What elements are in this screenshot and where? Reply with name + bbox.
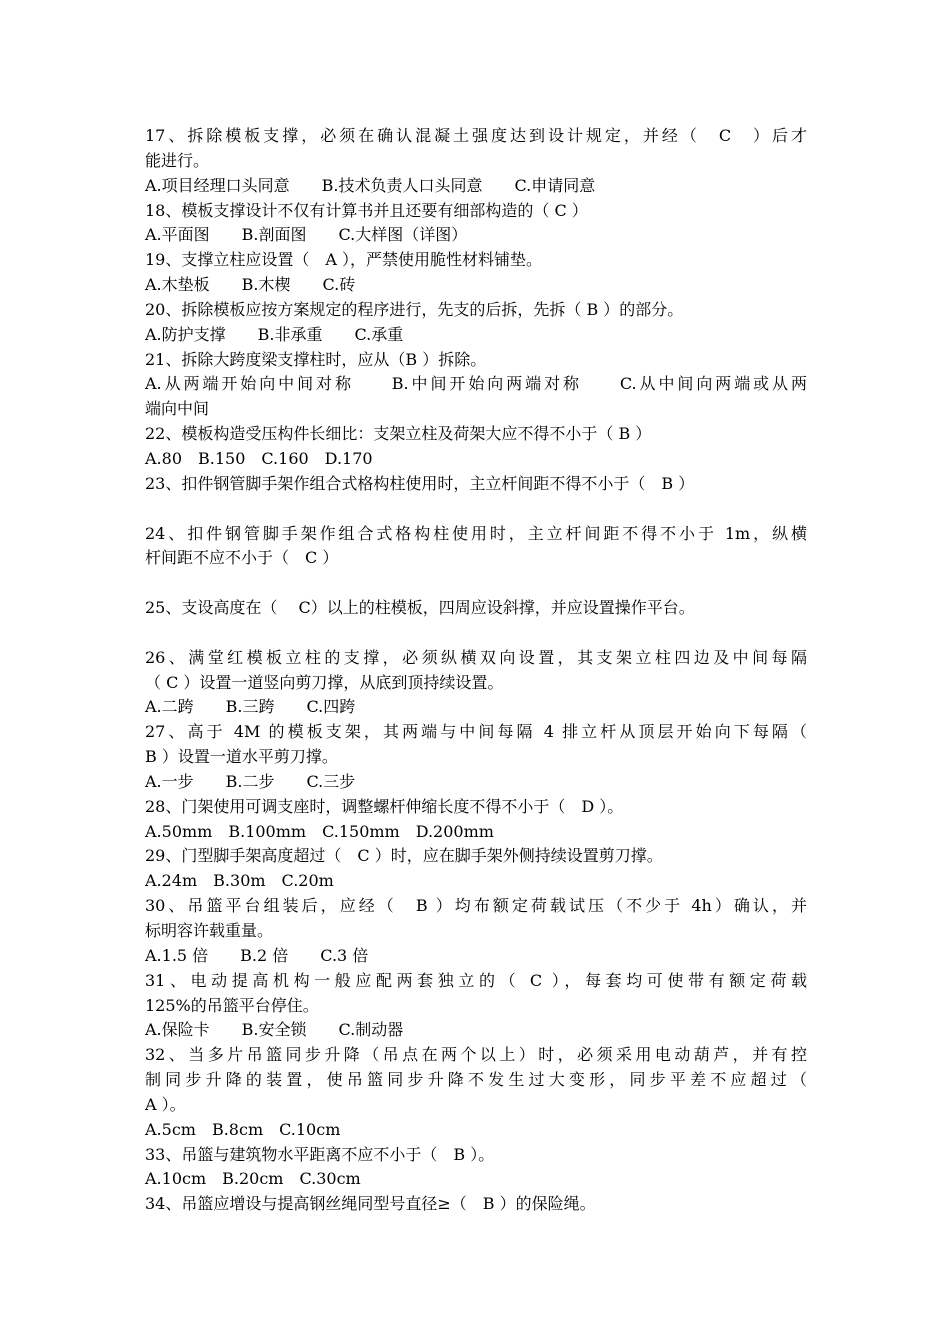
text-line: B ）设置一道水平剪刀撑。: [145, 747, 338, 767]
text-line: 24、扣件钢管脚手架作组合式格构柱使用时，主立杆间距不得不小于 1m，纵横: [145, 523, 807, 543]
text-line: 32、当多片吊篮同步升降（吊点在两个以上）时，必须采用电动葫芦，并有控: [145, 1045, 807, 1065]
text-line: A.1.5 倍 B.2 倍 C.3 倍: [145, 945, 369, 965]
blank-line: [145, 571, 807, 596]
text-line: A.木垫板 B.木楔 C.砖: [145, 275, 356, 295]
text-line: 25、支设高度在（ C）以上的柱模板，四周应设斜撑，并应设置操作平台。: [145, 598, 695, 618]
text-line: （ C ）设置一道竖向剪刀撑，从底到顶持续设置。: [145, 672, 504, 692]
text-line: A.一步 B.二步 C.三步: [145, 771, 356, 791]
text-line: 31、电动提高机构一般应配两套独立的（ C ），每套均可使带有额定荷载: [145, 970, 807, 990]
text-line: 26、满堂红模板立柱的支撑，必须纵横双向设置，其支架立柱四边及中间每隔: [145, 647, 807, 667]
blank-line: [145, 621, 807, 646]
text-line: 18、模板支撑设计不仅有计算书并且还要有细部构造的（ C ）: [145, 200, 588, 220]
text-line: 20、拆除模板应按方案规定的程序进行，先支的后拆，先拆（ B ）的部分。: [145, 299, 684, 319]
text-line: 标明容许载重量。: [145, 921, 274, 940]
text-line: 能进行。: [145, 150, 210, 170]
text-line: 28、门架使用可调支座时，调整螺杆伸缩长度不得不小于（ D ）。: [145, 796, 624, 816]
text-line: A.10cm B.20cm C.30cm: [145, 1169, 361, 1189]
text-line: A.24m B.30m C.20m: [145, 871, 334, 891]
text-line: 22、模板构造受压构件长细比：支架立柱及荷架大应不得不小于（ B ）: [145, 424, 652, 444]
text-line: 33、吊篮与建筑物水平距离不应不小于（ B ）。: [145, 1144, 495, 1164]
text-line: 21、拆除大跨度梁支撑柱时，应从（B ）拆除。: [145, 349, 487, 369]
text-line: A.防护支撑 B.非承重 C.承重: [145, 324, 404, 344]
text-line: 端向中间: [145, 399, 210, 419]
text-line: A.项目经理口头同意 B.技术负责人口头同意 C.申请同意: [145, 175, 596, 195]
text-line: 23、扣件钢管脚手架作组合式格构柱使用时，主立杆间距不得不小于（ B ）: [145, 473, 695, 493]
text-line: 19、支撑立柱应设置（ A ），严禁使用脆性材料铺垫。: [145, 250, 543, 270]
blank-line: [145, 497, 807, 522]
text-line: 杆间距不应不小于（ C ）: [145, 548, 339, 568]
text-line: A.二跨 B.三跨 C.四跨: [145, 697, 356, 717]
text-line: A.保险卡 B.安全锁 C.制动器: [145, 1020, 404, 1040]
text-line: A.从两端开始向中间对称 B.中间开始向两端对称 C.从中间向两端或从两: [145, 374, 807, 394]
text-line: A.5cm B.8cm C.10cm: [145, 1119, 341, 1139]
text-line: 制同步升降的装置，使吊篮同步升降不发生过大变形，同步平差不应超过（: [145, 1070, 807, 1090]
text-line: A.平面图 B.剖面图 C.大样图（详图）: [145, 225, 468, 245]
text-line: 29、门型脚手架高度超过（ C ）时，应在脚手架外侧持续设置剪刀撑。: [145, 846, 663, 866]
text-line: A ）。: [145, 1094, 186, 1114]
text-line: A.80 B.150 C.160 D.170: [145, 448, 373, 468]
text-line: A.50mm B.100mm C.150mm D.200mm: [145, 821, 494, 841]
text-line: 34、吊篮应增设与提高钢丝绳同型号直径≥（ B ）的保险绳。: [145, 1194, 596, 1214]
text-line: 27、高于 4M 的模板支架，其两端与中间每隔 4 排立杆从顶层开始向下每隔（: [145, 722, 807, 742]
text-line: 17、拆除模板支撑，必须在确认混凝土强度达到设计规定，并经（ C ）后才: [145, 126, 807, 145]
document-page: [145, 124, 807, 1217]
text-line: 125%的吊篮平台停住。: [145, 995, 319, 1015]
text-line: 30、吊篮平台组装后，应经（ B ）均布额定荷载试压（不少于 4h）确认，并: [145, 896, 807, 916]
